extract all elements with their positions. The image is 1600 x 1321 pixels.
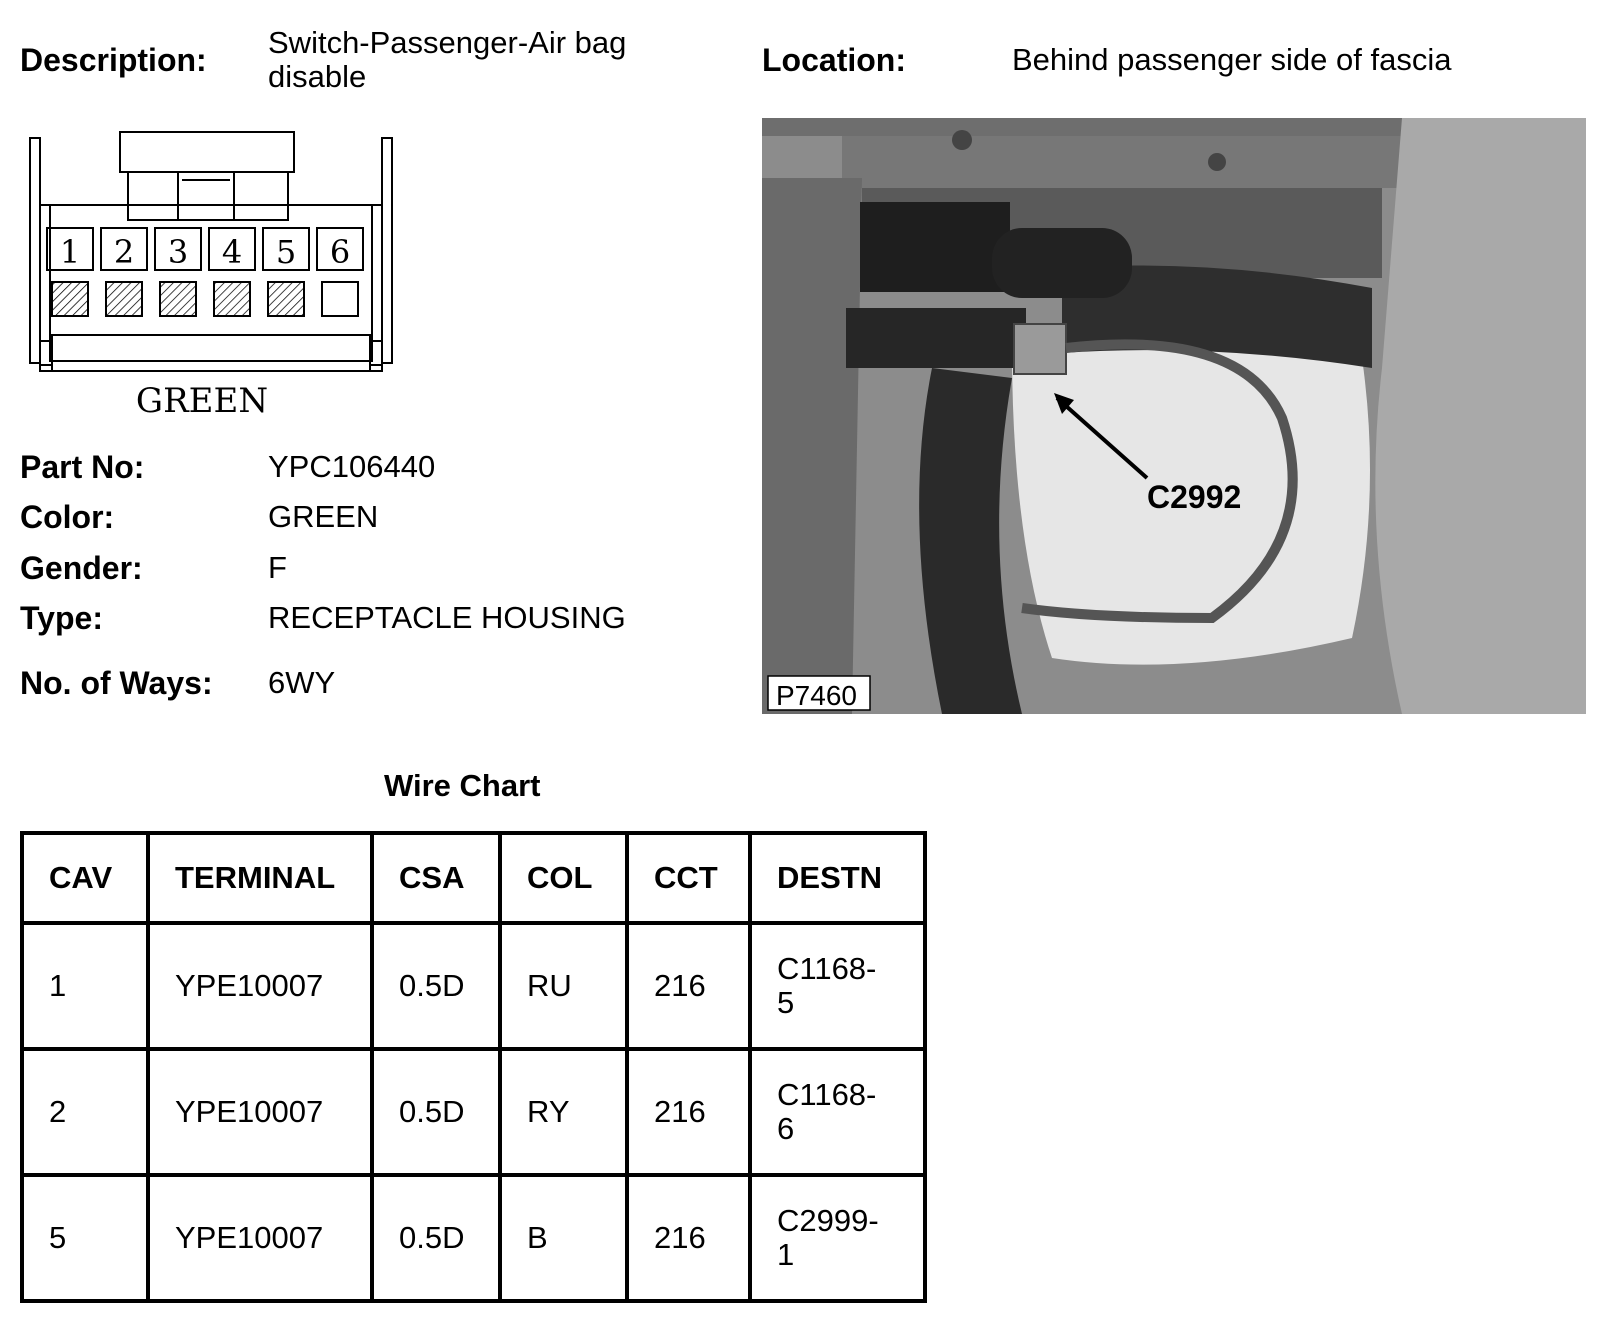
gender-label: Gender:	[20, 550, 143, 586]
table-row	[22, 923, 925, 1049]
terminal-cell: YPE10007	[148, 1175, 372, 1301]
pin-number-label: 6	[329, 233, 351, 271]
ways-value: 6WY	[268, 665, 336, 700]
destn-line-1: C1168-	[777, 951, 877, 986]
connector-color-label: GREEN	[135, 381, 269, 421]
header-cct: CCT	[627, 833, 750, 923]
csa-cell: 0.5D	[372, 923, 500, 1049]
cav-cell: 5	[22, 1175, 148, 1301]
terminal-cell: YPE10007	[148, 1049, 372, 1175]
destn-cell	[750, 923, 925, 1049]
table-row	[22, 1175, 925, 1301]
col-cell: RY	[500, 1049, 627, 1175]
col-cell: RU	[500, 923, 627, 1049]
destn-line-2: 5	[777, 985, 795, 1020]
description-label: Description:	[20, 42, 207, 78]
wire-chart-table	[20, 831, 927, 1303]
part-no-label: Part No:	[20, 449, 145, 485]
description-line-2: disable	[268, 59, 367, 94]
wire-chart-header-row	[22, 833, 925, 923]
cavity-populated	[160, 282, 196, 316]
connector-latch	[120, 132, 294, 172]
location-photo	[762, 118, 1586, 714]
destn-line-1: C2999-	[777, 1203, 879, 1238]
cavity-populated	[268, 282, 304, 316]
cavity-populated	[106, 282, 142, 316]
cavity-populated	[52, 282, 88, 316]
csa-cell: 0.5D	[372, 1049, 500, 1175]
type-label: Type:	[20, 600, 103, 636]
type-value: RECEPTACLE HOUSING	[268, 600, 626, 635]
terminal-cell: YPE10007	[148, 923, 372, 1049]
destn-cell	[750, 1175, 925, 1301]
connector-diagram	[20, 130, 400, 430]
destn-cell	[750, 1049, 925, 1175]
gender-value: F	[268, 550, 287, 585]
color-label: Color:	[20, 499, 115, 535]
pin-number-label: 1	[59, 233, 81, 271]
cav-cell: 1	[22, 923, 148, 1049]
connector-face-drawing	[20, 130, 400, 430]
color-value: GREEN	[268, 499, 379, 534]
location-value: Behind passenger side of fascia	[1012, 42, 1452, 77]
description-line-1: Switch-Passenger-Air bag	[268, 25, 627, 60]
pin-number-label: 5	[275, 233, 297, 271]
header-col: COL	[500, 833, 627, 923]
cav-cell: 2	[22, 1049, 148, 1175]
photo-callout-label: C2992	[1147, 479, 1242, 515]
cct-cell: 216	[627, 1175, 750, 1301]
destn-line-1: C1168-	[777, 1077, 877, 1112]
destn-line-2: 6	[777, 1111, 795, 1146]
description-value	[268, 26, 626, 94]
pin-number-label: 3	[167, 233, 189, 271]
pin-number-label: 2	[113, 233, 135, 271]
header-destn: DESTN	[750, 833, 925, 923]
ways-label: No. of Ways:	[20, 665, 213, 701]
col-cell: B	[500, 1175, 627, 1301]
cavity-empty	[322, 282, 358, 316]
photo-reference-label: P7460	[776, 680, 857, 711]
cct-cell: 216	[627, 1049, 750, 1175]
connector-lip	[52, 335, 370, 371]
part-no-value: YPC106440	[268, 449, 436, 484]
header-terminal: TERMINAL	[148, 833, 372, 923]
destn-line-2: 1	[777, 1237, 795, 1272]
wire-chart-title: Wire Chart	[384, 768, 541, 803]
csa-cell: 0.5D	[372, 1175, 500, 1301]
location-label: Location:	[762, 42, 906, 78]
table-row	[22, 1049, 925, 1175]
connector-pins	[47, 228, 363, 316]
cavity-populated	[214, 282, 250, 316]
header-csa: CSA	[372, 833, 500, 923]
pin-number-label: 4	[221, 233, 243, 271]
header-cav: CAV	[22, 833, 148, 923]
cct-cell: 216	[627, 923, 750, 1049]
